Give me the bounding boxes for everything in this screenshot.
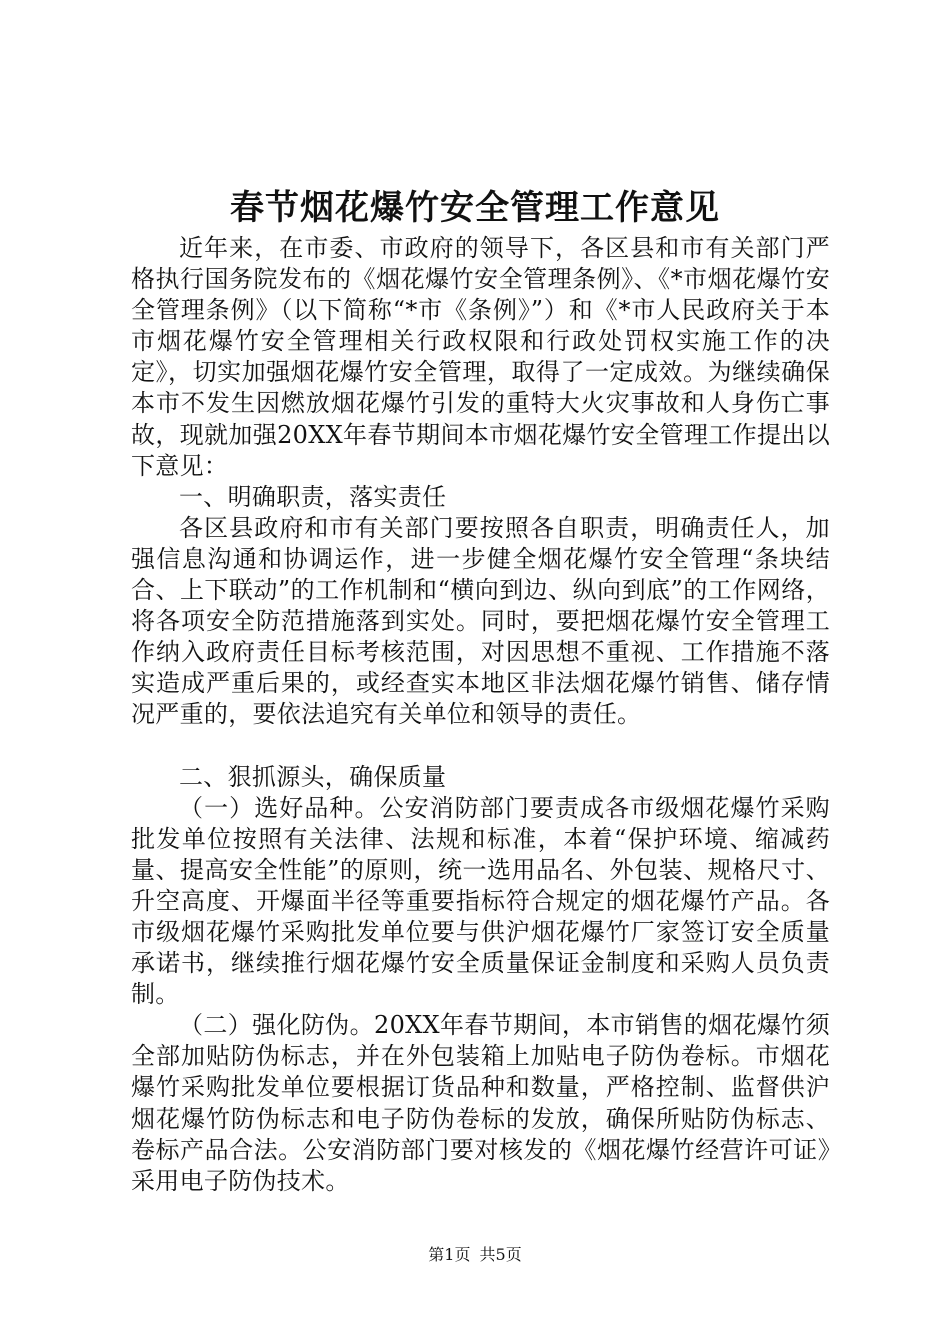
document-body — [131, 233, 830, 1197]
paragraph-anti-counterfeit: （二）强化防伪。20XX年春节期间，本市销售的烟花爆竹须全部加贴防伪标志，并在外包装箱上加贴电子防伪卷标。市烟花爆竹采购批发单位要根据订货品种和数量，严格控制、监督供沪烟花爆竹防伪标志和电子防伪卷标的发放，确保所贴防伪标志、卷标产品合法。公安消防部门要对核发的《烟花爆竹经营许可证》采用电子防伪技术。 — [131, 1011, 830, 1195]
section-heading-1: 一、明确职责，落实责任 — [179, 482, 447, 511]
paragraph-variety-selection: （一）选好品种。公安消防部门要责成各市级烟花爆竹采购批发单位按照有关法律、法规和标准，本着“保护环境、缩减药量、提高安全性能”的原则，统一选用品名、外包装、规格尺寸、升空高度、开爆面半径等重要指标符合规定的烟花爆竹产品。各市级烟花爆竹采购批发单位要与供沪烟花爆竹厂家签订安全质量承诺书，继续推行烟花爆竹安全质量保证金制度和采购人员负责制。 — [131, 793, 830, 1009]
paragraph-intro: 近年来，在市委、市政府的领导下，各区县和市有关部门严格执行国务院发布的《烟花爆竹安全管理条例》、《*市烟花爆竹安全管理条例》（以下简称“*市《条例》”）和《*市人民政府关于本市烟花爆竹安全管理相关行政权限和行政处罚权实施工作的决定》，切实加强烟花爆竹安全管理，取得了一定成效。为继续确保本市不发生因燃放烟花爆竹引发的重特大火灾事故和人身伤亡事故，现就加强20XX年春节期间本市烟花爆竹安全管理工作提出以下意见： — [131, 234, 830, 480]
page-footer: 第1页 共5页 — [428, 1245, 522, 1264]
document-title: 春节烟花爆竹安全管理工作意见 — [230, 188, 720, 228]
paragraph-responsibility: 各区县政府和市有关部门要按照各自职责，明确责任人，加强信息沟通和协调运作，进一步健全烟花爆竹安全管理“条块结合、上下联动”的工作机制和“横向到边、纵向到底”的工作网络，将各项安全防范措施落到实处。同时，要把烟花爆竹安全管理工作纳入政府责任目标考核范围，对因思想不重视、工作措施不落实造成严重后果的，或经查实本地区非法烟花爆竹销售、储存情况严重的，要依法追究有关单位和领导的责任。 — [131, 513, 830, 729]
section-heading-2: 二、狠抓源头，确保质量 — [179, 762, 447, 791]
